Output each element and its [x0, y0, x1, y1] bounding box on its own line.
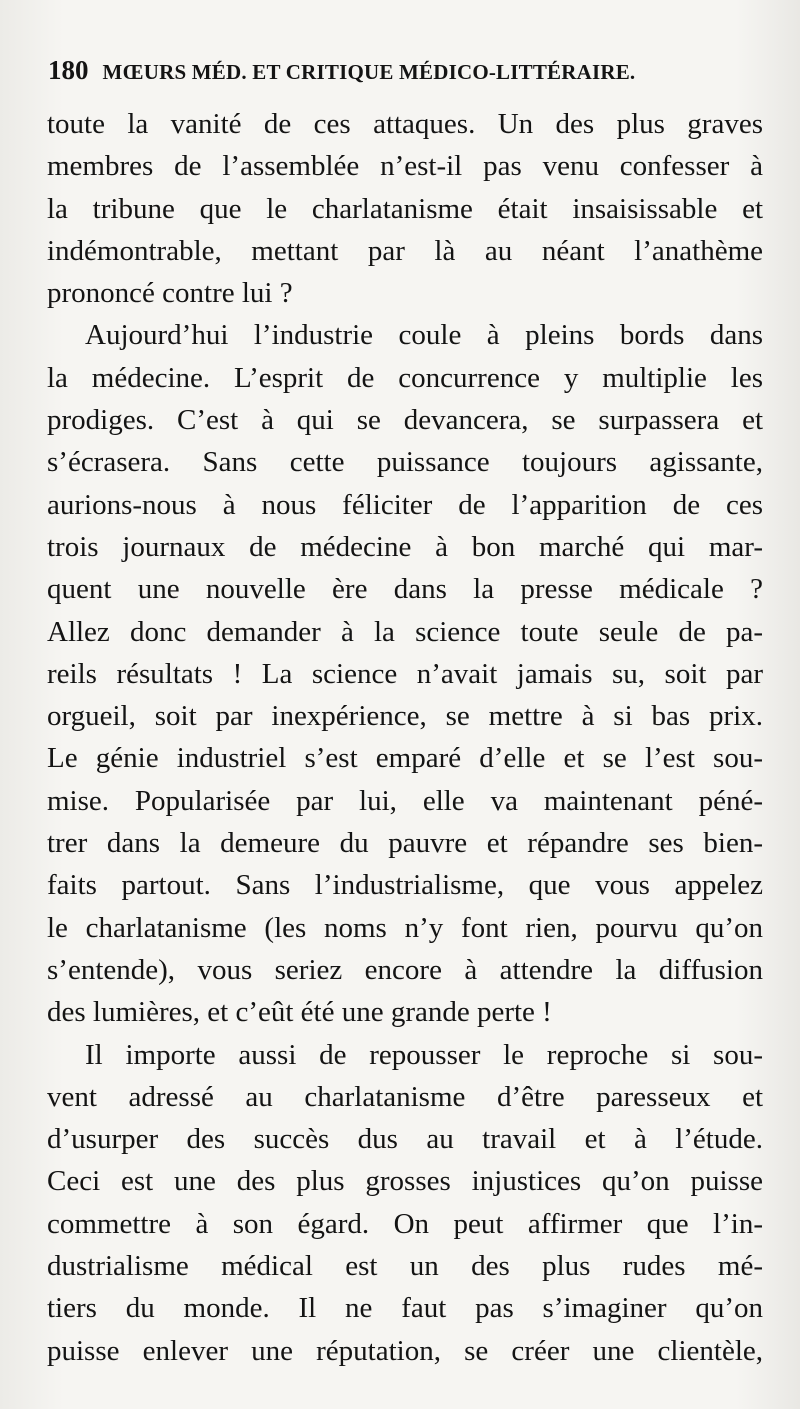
text-line: quent une nouvelle ère dans la presse médicale ?: [47, 573, 763, 606]
text-line: s’écrasera. Sans cette puissance toujours agissante,: [47, 446, 763, 479]
text-line: tiers du monde. Il ne faut pas s’imaginer qu’on: [47, 1292, 763, 1325]
text-line: la médecine. L’esprit de concurrence y multiplie les: [47, 361, 763, 394]
text-line: la tribune que le charlatanisme était insaisissable et: [47, 192, 763, 225]
text-line: dustrialisme médical est un des plus rudes mé-: [47, 1250, 763, 1283]
text-line: Allez donc demander à la science toute seule de pa-: [47, 615, 763, 648]
body-text: [47, 103, 763, 1372]
page-number: 180: [48, 55, 89, 85]
text-line: s’entende), vous seriez encore à attendre la diffusion: [47, 953, 763, 986]
text-line: commettre à son égard. On peut affirmer que l’in-: [47, 1207, 763, 1240]
text-line: indémontrable, mettant par là au néant l’anathème: [47, 234, 763, 267]
text-line: toute la vanité de ces attaques. Un des plus graves: [47, 108, 763, 140]
text-line: Aujourd’hui l’industrie coule à pleins bords dans: [85, 319, 763, 352]
text-line: mise. Popularisée par lui, elle va maintenant péné-: [47, 784, 763, 817]
text-line: aurions-nous à nous féliciter de l’apparition de ces: [47, 488, 763, 521]
text-line: vent adressé au charlatanisme d’être paresseux et: [47, 1080, 763, 1113]
text-line: Le génie industriel s’est emparé d’elle et se l’est sou-: [47, 742, 763, 775]
page-header: [48, 50, 768, 90]
text-line: prononcé contre lui ?: [47, 277, 293, 310]
text-line: prodiges. C’est à qui se devancera, se surpassera et: [47, 404, 763, 437]
text-line: trois journaux de médecine à bon marché qui mar-: [47, 530, 763, 563]
text-line: membres de l’assemblée n’est-il pas venu confesser à: [47, 150, 763, 183]
text-line: des lumières, et c’eût été une grande perte !: [47, 996, 552, 1029]
text-line: orgueil, soit par inexpérience, se mettre à si bas prix.: [47, 700, 763, 733]
text-line: puisse enlever une réputation, se créer une clientèle,: [47, 1334, 763, 1367]
running-title: MŒURS MÉD. ET CRITIQUE MÉDICO-LITTÉRAIRE.: [102, 60, 636, 84]
text-line: d’usurper des succès dus au travail et à l’étude.: [47, 1123, 763, 1156]
text-line: Ceci est une des plus grosses injustices qu’on puisse: [47, 1165, 763, 1198]
text-line: reils résultats ! La science n’avait jamais su, soit par: [47, 657, 763, 690]
text-line: Il importe aussi de repousser le reproche si sou-: [85, 1038, 763, 1071]
text-line: le charlatanisme (les noms n’y font rien, pourvu qu’on: [47, 911, 763, 944]
text-line: trer dans la demeure du pauvre et répandre ses bien-: [47, 827, 763, 860]
text-line: faits partout. Sans l’industrialisme, que vous appelez: [47, 869, 763, 902]
